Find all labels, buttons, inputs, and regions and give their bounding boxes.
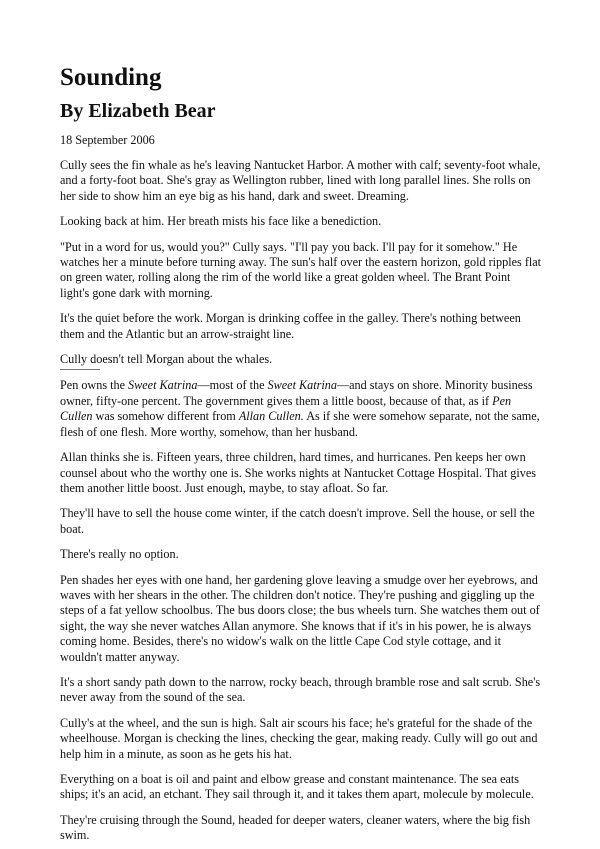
paragraph: There's really no option. (60, 547, 179, 562)
paragraph: It's a short sandy path down to the narrow, rocky beach, through bramble rose and salt scrub. She's never away from the sound of the sea. (60, 674, 541, 705)
text-run: —and stays on shore. Minority business owner, fifty-one percent. The government gives them a little boost, because of that, as if (60, 378, 533, 408)
author-byline: By Elizabeth Bear (60, 100, 216, 122)
paragraph: Cully doesn't tell Morgan about the whales. (60, 352, 273, 367)
paragraph: Cully sees the fin whale as he's leaving Nantucket Harbor. A mother with calf; seventy-foot whale, and a forty-foot boat. She's gray as Wellington rubber, lined with long parallel lines. She rolls on her side to show him an eye big as his hand, dark and sweet. Dreaming. (60, 158, 541, 203)
boat-name-italic: Sweet Katrina (267, 378, 337, 393)
paragraph: Cully's at the wheel, and the sun is high. Salt air scours his face; he's grateful for the shade of the wheelhouse. Morgan is checking the lines, checking the gear, making ready. Cully will go out and help him in a minute, as soon as he gets his hat. (60, 715, 538, 761)
paragraph: Everything on a boat is oil and paint and elbow grease and constant maintenance. The sea eats ships; it's an acid, an etchant. They sail through it, and it takes them apart, molecule by molecule. (60, 772, 534, 802)
paragraph: It's the quiet before the work. Morgan is drinking coffee in the galley. There's nothing between them and the Atlantic but an arrow-straight line. (60, 311, 521, 341)
paragraph: They'll have to sell the house come winter, if the catch doesn't improve. Sell the house, or sell the boat. (60, 506, 535, 536)
paragraph: "Put in a word for us, would you?" Cully says. "I'll pay you back. I'll pay for it somehow." He watches her a minute before turning away. The sun's half over the eastern horizon, gold ripples flat on green water, rolling along the rim of the world like a great golden wheel. The Brant Point light's gone dark with morning. (60, 239, 542, 300)
paragraph: They're cruising through the Sound, headed for deeper waters, cleaner waters, where the big fish swim. (60, 812, 531, 843)
text-run: As if she were somehow separate, not the same, flesh of one flesh. More worthy, somehow, than her husband. (60, 409, 540, 439)
boat-name-italic: Sweet Katrina (128, 378, 198, 393)
story-title: Sounding (60, 64, 162, 91)
name-italic: Pen Cullen (60, 393, 512, 424)
paragraph: Looking back at him. Her breath mists his face like a benediction. (60, 214, 382, 229)
paragraph-pen-owns (60, 378, 542, 440)
paragraph: Allan thinks she is. Fifteen years, three children, hard times, and hurricanes. Pen keeps her own counsel about who the worthy one is. She works nights at Nantucket Cottage Hospital. That gives them another little boost. Just enough, maybe, to stay afloat. So far. (60, 450, 537, 495)
section-divider (60, 369, 100, 370)
text-run: was somehow different from (92, 409, 239, 424)
text-run: —most of the (197, 378, 268, 393)
text-run: Pen owns the (60, 378, 129, 393)
publication-date: 18 September 2006 (60, 133, 155, 147)
name-italic: Allan Cullen. (238, 409, 304, 424)
paragraph: Pen shades her eyes with one hand, her gardening glove leaving a smudge over her eyebrows, and waves with her shears in the other. The children don't notice. They're pushing and giggling up the steps of a fat yellow schoolbus. The bus doors close; the bus wheels turn. She watches them out of sight, the way she never watches Allan anymore. She knows that if it's in his power, he is always coming home. Besides, there's no widow's walk on the little Cape Cod style cottage, and it wouldn't matter anyway. (60, 572, 540, 664)
